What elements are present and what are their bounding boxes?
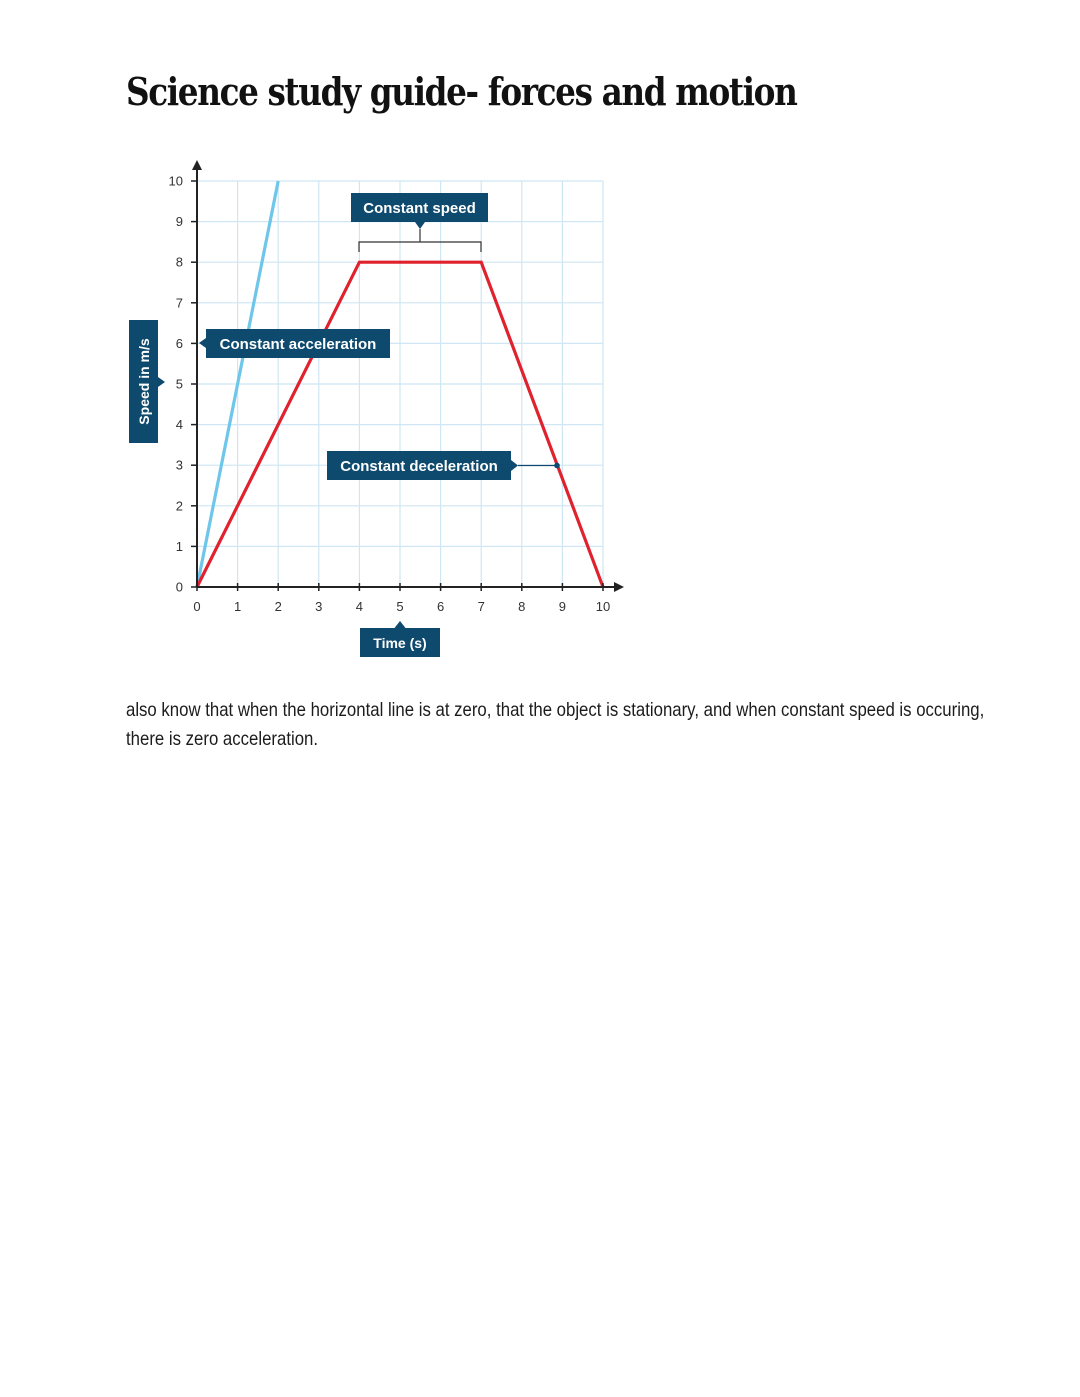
- y-tick-label: 2: [175, 498, 183, 514]
- callout-label: Constant speed: [363, 200, 476, 217]
- x-tick-label: 3: [315, 599, 323, 614]
- page-title: Science study guide- forces and motion: [126, 69, 797, 114]
- annotation-constant-acceleration: [199, 329, 390, 358]
- y-axis-label-text: Speed in m/s: [136, 338, 152, 425]
- x-axis-label-pointer-icon: [395, 621, 406, 628]
- x-tick-label: 5: [396, 599, 404, 614]
- y-axis-label-pointer-icon: [158, 377, 165, 387]
- callout-leader-dot: [554, 463, 560, 469]
- y-tick-label: 8: [175, 254, 183, 270]
- x-axis-arrow-icon: [614, 582, 624, 592]
- y-tick-label: 1: [175, 538, 183, 554]
- chart-axes: [192, 160, 624, 592]
- x-tick-label: 8: [518, 599, 526, 614]
- annotation-constant-deceleration: [327, 451, 560, 480]
- x-tick-label: 0: [193, 599, 201, 614]
- y-tick-label: 7: [175, 295, 183, 311]
- callout-pointer-icon: [511, 460, 518, 471]
- y-tick-label: 4: [175, 417, 183, 433]
- x-tick-label: 1: [233, 599, 242, 614]
- annotation-constant-speed: [351, 193, 488, 252]
- callout-pointer-icon: [415, 222, 425, 229]
- x-tick-label: 2: [274, 599, 282, 614]
- y-tick-label: 3: [175, 457, 183, 473]
- study-note: also know that when the horizontal line is at zero, that the object is stationary, and when constant speed is occuring, there is zero acceleration.: [126, 699, 985, 750]
- callout-pointer-icon: [199, 338, 206, 348]
- x-tick-label: 10: [595, 599, 611, 614]
- y-axis-arrow-icon: [192, 160, 202, 170]
- y-tick-label: 5: [175, 376, 183, 392]
- x-axis-label-text: Time (s): [373, 635, 427, 651]
- x-tick-label: 9: [558, 599, 567, 614]
- y-tick-label: 0: [175, 579, 183, 595]
- x-axis-label: [360, 621, 440, 657]
- callout-bracket: [359, 242, 481, 252]
- speed-time-chart: [0, 0, 1080, 680]
- x-tick-label: 4: [355, 599, 364, 614]
- callout-label: Constant deceleration: [340, 458, 498, 475]
- y-axis-label: [129, 320, 165, 443]
- y-tick-label: 10: [168, 173, 183, 189]
- x-tick-label: 7: [477, 599, 485, 614]
- callout-label: Constant acceleration: [219, 336, 377, 353]
- y-tick-label: 6: [175, 335, 183, 351]
- y-tick-label: 9: [175, 214, 183, 230]
- x-tick-label: 6: [436, 599, 445, 614]
